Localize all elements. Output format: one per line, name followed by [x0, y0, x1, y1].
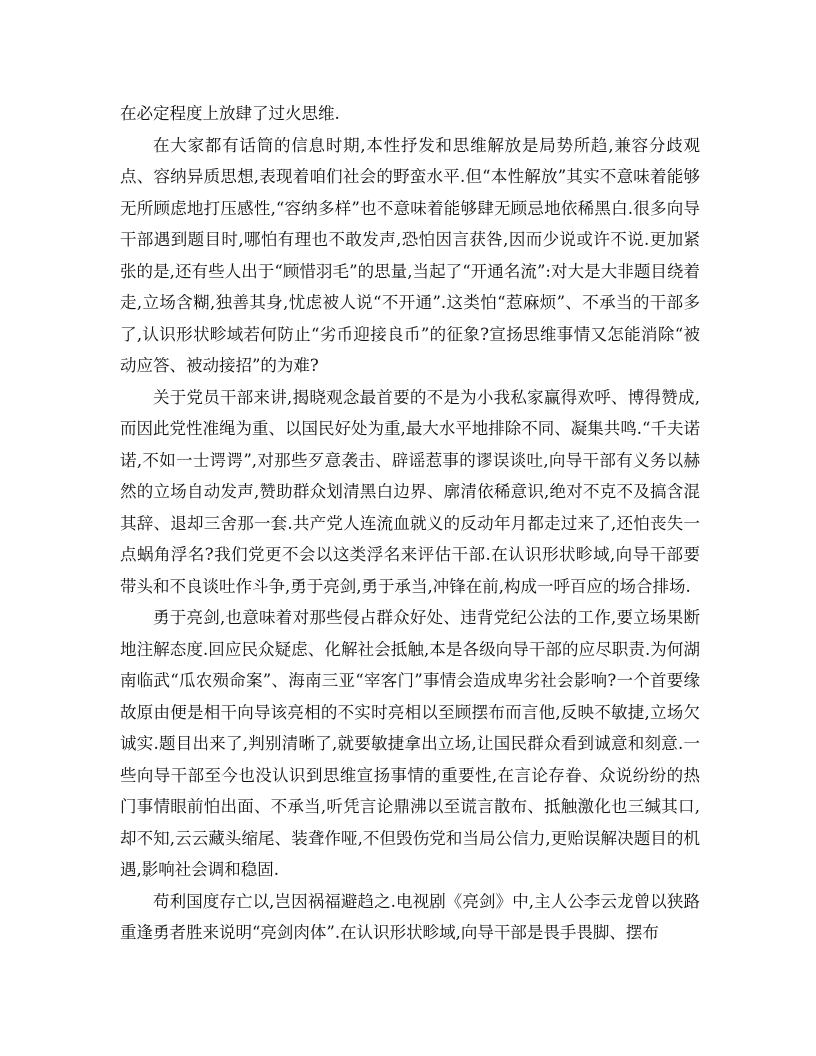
paragraph-5: 苟利国度存亡以,岂因祸福避趋之.电视剧《亮剑》中,主人公李云龙曾以狭路重逢勇者胜来说明“亮剑肉体”.在认识形状畛域,向导干部是畏手畏脚、摆布 — [120, 891, 700, 942]
paragraph-2: 在大家都有话筒的信息时期,本性抒发和思维解放是局势所趋,兼容分歧观点、容纳异质思想,表现着咱们社会的野蛮水平.但“本性解放”其实不意味着能够无所顾虑地打压感性,“容纳多样”也不意味着能够肆无顾忌地依稀黑白.很多向导干部遇到题目时,哪怕有理也不敢发声,恐怕因言获咎,因而少说或许不说.更加紧张的是,还有些人出于“顾惜羽毛”的思量,当起了“开通名流”:对大是大非题目绕着走,立场含糊,独善其身,忧虑被人说“不开通”.这类怕“惹麻烦”、不承当的干部多了,认识形状畛域若何防止“劣币迎接良币”的征象?宣扬思维事情又怎能消除“被动应答、被动接招”的为难? — [120, 135, 700, 375]
document-body — [120, 98, 700, 949]
paragraph-3: 关于党员干部来讲,揭晓观念最首要的不是为小我私家赢得欢呼、博得赞成,而因此党性准绳为重、以国民好处为重,最大水平地排除不同、凝集共鸣.“千夫诺诺,不如一士谔谔”,对那些歹意袭击、辟谣惹事的谬误谈吐,向导干部有义务以赫然的立场自动发声,赞助群众划清黑白边界、廓清依稀意识,绝对不克不及搞含混其辞、退却三舍那一套.共产党人连流血就义的反动年月都走过来了,还怕丧失一点蜗角浮名?我们党更不会以这类浮名来评估干部.在认识形状畛域,向导干部要带头和不良谈吐作斗争,勇于亮剑,勇于承当,冲锋在前,构成一呼百应的场合排场. — [120, 387, 700, 596]
paragraph-4: 勇于亮剑,也意味着对那些侵占群众好处、违背党纪公法的工作,要立场果断地注解态度.回应民众疑虑、化解社会抵触,本是各级向导干部的应尽职责.为何湖南临武“瓜农殒命案”、海南三亚“宰客门”事情会造成卑劣社会影响?一个首要缘故原由便是相干向导该亮相的不实时亮相以至顾摆布而言他,反映不敏捷,立场欠诚实.题目出来了,判别清晰了,就要敏捷拿出立场,让国民群众看到诚意和刻意.一些向导干部至今也没认识到思维宣扬事情的重要性,在言论存眷、众说纷纷的热门事情眼前怕出面、不承当,听凭言论鼎沸以至谎言散布、抵触激化也三缄其口,却不知,云云藏头缩尾、装聋作哑,不但毁伤党和当局公信力,更贻误解决题目的机遇,影响社会调和稳固. — [120, 608, 700, 879]
paragraph-1: 在必定程度上放肆了过火思维. — [120, 104, 340, 123]
